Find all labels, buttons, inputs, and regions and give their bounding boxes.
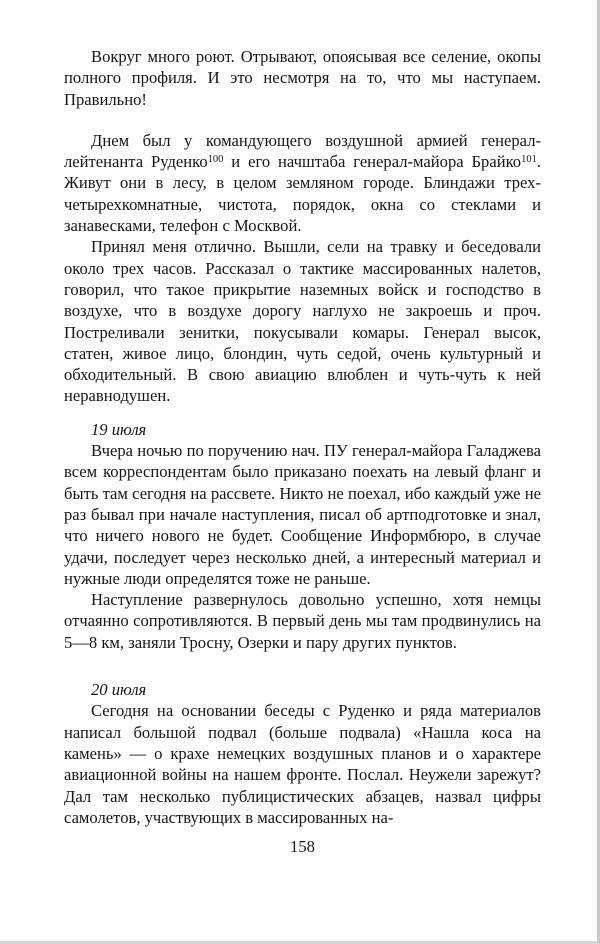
footnote-ref-100: 100 [207, 153, 224, 165]
paragraph-text: . Живут они в лесу, в целом земляном городе. Блиндажи трех-четырехкомнатные, чистота, порядок, окна со стеклами и занавесками, телефон с Москвой. [64, 152, 542, 236]
body-paragraph: Принял меня отлично. Вышли, сели на травку и беседовали около трех часов. Рассказал о тактике массированных налетов, говорил, что такое прикрытие наземных войск и господство в воздухе, что в воздухе дорогу наглухо не закроешь и проч. Постреливали зенитки, покусывали комары. Генерал высок, статен, живое лицо, блондин, чуть седой, очень культурный и обходительный. В свою авиацию влюблен и чуть-чуть к ней неравнодушен. [64, 237, 541, 406]
date-heading-20-july: 20 июля [91, 680, 147, 700]
footnote-ref-101: 101 [521, 153, 537, 165]
body-paragraph: Вокруг много роют. Отрывают, опоясывая все селение, окопы полного профиля. И это несмотря на то, что мы наступаем. Правильно! [64, 47, 541, 109]
body-paragraph [64, 130, 541, 236]
body-paragraph: Наступление развернулось довольно успешно, хотя немцы отчаянно сопротивляются. В первый день мы там продвинулись на 5—8 км, заняли Тросну, Озерки и пару других пунктов. [64, 590, 541, 652]
body-paragraph: Сегодня на основании беседы с Руденко и ряда материалов написал большой подвал (больше подвала) «Нашла коса на камень» — о крахе немецких воздушных планов и о характере авиационной войны на нашем фронте. Послал. Неужели зарежут? Дал там несколько публицистических абзацев, назвал цифры самолетов, участвующих в массированных на- [64, 701, 541, 827]
date-heading-19-july: 19 июля [91, 419, 147, 439]
body-paragraph: Вчера ночью по поручению нач. ПУ генерал-майора Галаджева всем корреспондентам было приказано поехать на левый фланг и быть там сегодня на рассвете. Никто не поехал, ибо каждый уже не раз бывал при начале наступления, писал об артподготовке и знал, что ничего нового не будет. Сообщение Информбюро, в случае удачи, последует через несколько дней, а интересный материал и нужные люди определятся тоже не раньше. [64, 441, 541, 588]
paragraph-text: и его начштаба генерал-майора Брайко [223, 152, 522, 172]
page-number: 158 [290, 837, 315, 857]
paragraph-text: Днем был у командующего воздушной армией генерал-лейтенанта Руденко [64, 130, 541, 172]
